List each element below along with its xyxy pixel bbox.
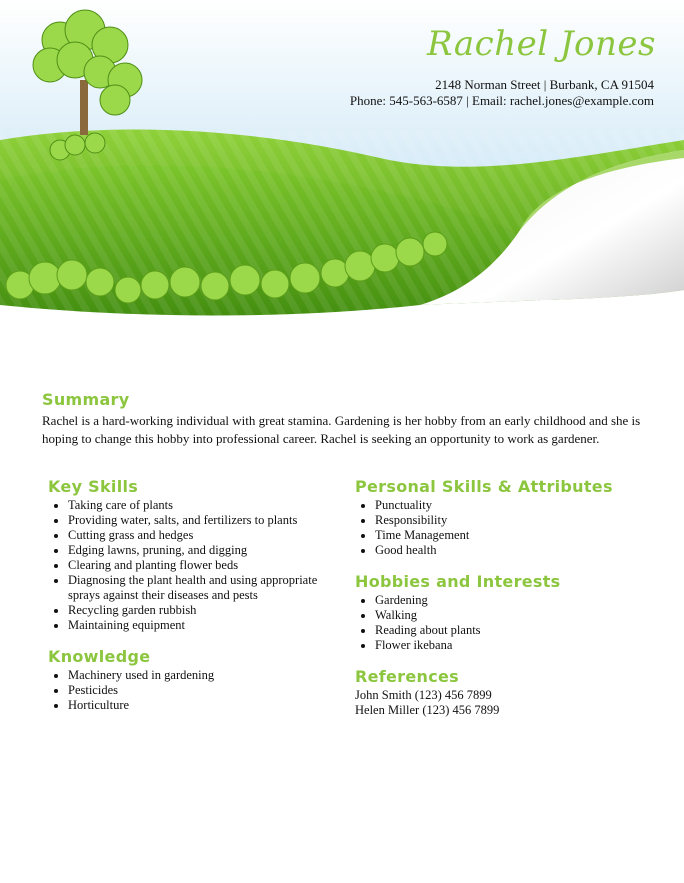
summary-text: Rachel is a hard-working individual with great stamina. Gardening is her hobby from an early childhood and she is hoping to change this hobby into professional career. Rachel is seeking an opportunity to work as gardener.	[42, 413, 641, 446]
phone-email-line: Phone: 545-563-6587 | Email: rachel.jones@example.com	[349, 93, 654, 108]
key-skills-list	[48, 498, 338, 633]
personal-skills-section	[355, 477, 655, 558]
list-item: • Reading about plants	[375, 623, 655, 638]
right-column	[355, 477, 655, 732]
list-item: • Clearing and planting flower beds	[68, 558, 338, 573]
hobbies-heading: Hobbies and Interests	[355, 572, 561, 591]
list-item: • Responsibility	[375, 513, 655, 528]
personal-skills-heading: Personal Skills & Attributes	[355, 477, 613, 496]
address-line: 2148 Norman Street | Burbank, CA 91504	[435, 77, 654, 92]
key-skills-heading: Key Skills	[48, 477, 139, 496]
list-item: • Maintaining equipment	[68, 618, 338, 633]
hobbies-section	[355, 572, 655, 653]
summary-section	[42, 390, 642, 448]
list-item: • Taking care of plants	[68, 498, 338, 513]
list-item: • Time Management	[375, 528, 655, 543]
candidate-name: Rachel Jones	[427, 24, 656, 64]
references-list	[355, 688, 655, 718]
left-column	[48, 477, 338, 727]
list-item: • Flower ikebana	[375, 638, 655, 653]
summary-heading: Summary	[42, 390, 130, 409]
reference-entry: Helen Miller (123) 456 7899	[355, 703, 500, 717]
list-item: • Cutting grass and hedges	[68, 528, 338, 543]
list-item: • Machinery used in gardening	[68, 668, 338, 683]
list-item: • Punctuality	[375, 498, 655, 513]
list-item: • Horticulture	[68, 698, 338, 713]
list-item: • Diagnosing the plant health and using appropriate sprays against their diseases and pests	[68, 573, 338, 603]
knowledge-section	[48, 647, 338, 713]
list-item: • Gardening	[375, 593, 655, 608]
list-item: • Pesticides	[68, 683, 338, 698]
personal-skills-list	[355, 498, 655, 558]
knowledge-list	[48, 668, 338, 713]
hobbies-list	[355, 593, 655, 653]
reference-entry: John Smith (123) 456 7899	[355, 688, 492, 702]
list-item: • Good health	[375, 543, 655, 558]
list-item: • Edging lawns, pruning, and digging	[68, 543, 338, 558]
references-heading: References	[355, 667, 459, 686]
list-item: • Walking	[375, 608, 655, 623]
knowledge-heading: Knowledge	[48, 647, 151, 666]
list-item: • Providing water, salts, and fertilizers to plants	[68, 513, 338, 528]
key-skills-section	[48, 477, 338, 633]
references-section	[355, 667, 655, 718]
list-item: • Recycling garden rubbish	[68, 603, 338, 618]
